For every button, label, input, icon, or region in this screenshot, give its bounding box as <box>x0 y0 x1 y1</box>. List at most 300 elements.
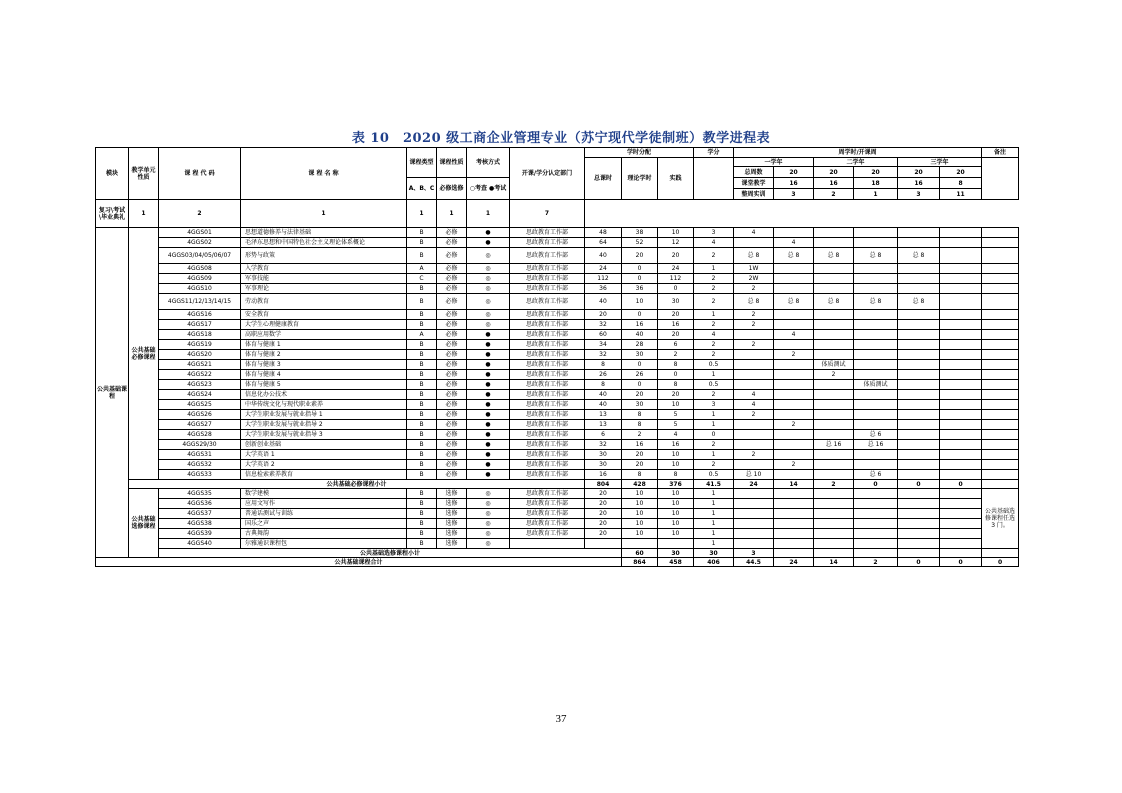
total-sem-2: 14 <box>814 558 854 567</box>
course-code: 4GGS01 <box>159 228 241 238</box>
header-practice-hours: 实践 <box>658 158 694 200</box>
course-type: B <box>407 470 437 480</box>
header-review-5: 1 <box>467 200 510 228</box>
header-practical-2: 1 <box>854 189 898 200</box>
semester-6-hours <box>940 380 982 390</box>
semester-1-hours: 总 10 <box>734 470 774 480</box>
credits: 1 <box>694 450 734 460</box>
theory-hours: 10 <box>622 529 658 539</box>
semester-2-hours <box>774 360 814 370</box>
credits: 2 <box>694 340 734 350</box>
table-row <box>96 340 1019 350</box>
semester-2-hours <box>774 430 814 440</box>
semester-6-hours <box>940 440 982 450</box>
department: 思政教育工作部 <box>510 509 585 519</box>
subtotal-label: 公共基础必修课程小计 <box>129 480 585 489</box>
total-hours: 60 <box>585 330 622 340</box>
course-nature: 必修 <box>437 360 467 370</box>
theory-hours: 20 <box>622 460 658 470</box>
total-hours: 8 <box>585 380 622 390</box>
semester-1-hours <box>734 509 774 519</box>
semester-5-hours <box>898 380 940 390</box>
practice-hours: 10 <box>658 400 694 410</box>
total-hours: 8 <box>585 360 622 370</box>
theory-hours: 40 <box>622 330 658 340</box>
course-type: B <box>407 228 437 238</box>
department: 思政教育工作部 <box>510 370 585 380</box>
semester-2-hours <box>774 539 814 549</box>
semester-3-hours <box>814 350 854 360</box>
total-hours: 32 <box>585 440 622 450</box>
table-row <box>96 228 1019 238</box>
course-nature: 必修 <box>437 330 467 340</box>
semester-1-hours <box>734 519 774 529</box>
course-name: 信息检索素养教育 <box>241 470 407 480</box>
header-review-1: 2 <box>159 200 241 228</box>
semester-5-hours: 总 8 <box>898 294 940 310</box>
total-hours: 64 <box>585 238 622 248</box>
theory-hours: 10 <box>622 509 658 519</box>
theory-hours: 52 <box>622 238 658 248</box>
header-total-hours: 总课时 <box>585 158 622 200</box>
semester-6-hours <box>940 310 982 320</box>
remarks <box>982 360 1019 370</box>
course-nature: 必修 <box>437 370 467 380</box>
course-type: B <box>407 320 437 330</box>
total-theory: 458 <box>658 558 694 567</box>
course-type: B <box>407 539 437 549</box>
course-code: 4GGS22 <box>159 370 241 380</box>
semester-2-hours: 2 <box>774 350 814 360</box>
semester-1-hours: 2 <box>734 450 774 460</box>
semester-3-hours <box>814 519 854 529</box>
course-name: 大学生职业发展与就业指导 2 <box>241 420 407 430</box>
semester-3-hours <box>814 264 854 274</box>
total-hours: 34 <box>585 340 622 350</box>
theory-hours: 20 <box>622 390 658 400</box>
total-practice: 406 <box>694 558 734 567</box>
table-row <box>96 330 1019 340</box>
header-type-abc: A、B、C <box>407 178 437 200</box>
semester-6-hours <box>940 340 982 350</box>
semester-4-hours: 总 16 <box>854 440 898 450</box>
semester-5-hours <box>898 519 940 529</box>
semester-3-hours <box>814 400 854 410</box>
course-nature: 必修 <box>437 470 467 480</box>
exam-method: ● <box>467 450 510 460</box>
table-row <box>96 248 1019 264</box>
exam-method: ◎ <box>467 274 510 284</box>
semester-3-hours <box>814 489 854 499</box>
table-row <box>96 238 1019 248</box>
semester-5-hours <box>898 340 940 350</box>
semester-4-hours: 总 8 <box>854 294 898 310</box>
practice-hours: 24 <box>658 264 694 274</box>
course-type: B <box>407 350 437 360</box>
subtotal-sem-4: 0 <box>854 480 898 489</box>
practice-hours: 5 <box>658 410 694 420</box>
semester-1-hours <box>734 539 774 549</box>
course-name: 大学英语 2 <box>241 460 407 470</box>
semester-2-hours <box>774 499 814 509</box>
course-name: 普通话测试与训练 <box>241 509 407 519</box>
course-name: 信息化办公技术 <box>241 390 407 400</box>
exam-method: ● <box>467 380 510 390</box>
department: 思政教育工作部 <box>510 228 585 238</box>
remarks <box>982 238 1019 248</box>
department: 思政教育工作部 <box>510 460 585 470</box>
semester-6-hours <box>940 238 982 248</box>
department: 思政教育工作部 <box>510 420 585 430</box>
practice-hours: 12 <box>658 238 694 248</box>
semester-5-hours <box>898 274 940 284</box>
semester-3-hours <box>814 284 854 294</box>
theory-hours: 16 <box>622 440 658 450</box>
exam-method: ◎ <box>467 310 510 320</box>
page-title: 表 10 2020 级工商企业管理专业（苏宁现代学徒制班）教学进程表 <box>351 131 771 146</box>
semester-5-hours <box>898 400 940 410</box>
course-code: 4GGS21 <box>159 360 241 370</box>
department: 思政教育工作部 <box>510 489 585 499</box>
semester-1-hours <box>734 380 774 390</box>
total-sem-6: 0 <box>982 558 1019 567</box>
semester-2-hours <box>774 370 814 380</box>
theory-hours: 10 <box>622 489 658 499</box>
remarks <box>982 274 1019 284</box>
semester-4-hours <box>854 310 898 320</box>
practice-hours <box>658 539 694 549</box>
credits: 2 <box>694 320 734 330</box>
semester-6-hours <box>940 460 982 470</box>
course-type: B <box>407 489 437 499</box>
course-name: 军事理论 <box>241 284 407 294</box>
course-nature: 必修 <box>437 310 467 320</box>
remarks <box>982 320 1019 330</box>
course-code: 4GGS26 <box>159 410 241 420</box>
semester-6-hours <box>940 489 982 499</box>
exam-method: ◎ <box>467 264 510 274</box>
total-hours: 40 <box>585 294 622 310</box>
credits: 1 <box>694 509 734 519</box>
course-name: 体育与健康 1 <box>241 340 407 350</box>
semester-6-hours <box>940 470 982 480</box>
remarks <box>982 450 1019 460</box>
semester-5-hours <box>898 320 940 330</box>
table-row <box>96 380 1019 390</box>
course-nature: 必修 <box>437 430 467 440</box>
semester-1-hours: 2W <box>734 274 774 284</box>
semester-1-hours <box>734 489 774 499</box>
semester-1-hours <box>734 440 774 450</box>
semester-5-hours <box>898 450 940 460</box>
course-nature: 选修 <box>437 489 467 499</box>
course-name: 体育与健康 3 <box>241 360 407 370</box>
semester-4-hours <box>854 330 898 340</box>
course-type: A <box>407 264 437 274</box>
department: 思政教育工作部 <box>510 390 585 400</box>
semester-3-hours: 总 8 <box>814 294 854 310</box>
course-nature: 必修 <box>437 248 467 264</box>
course-nature: 选修 <box>437 519 467 529</box>
semester-3-hours <box>814 460 854 470</box>
total-hours: 20 <box>585 529 622 539</box>
remarks <box>982 470 1019 480</box>
remarks <box>982 420 1019 430</box>
total-sem-1: 24 <box>774 558 814 567</box>
practice-hours: 8 <box>658 380 694 390</box>
semester-2-hours <box>774 264 814 274</box>
semester-5-hours <box>898 539 940 549</box>
semester-4-hours <box>854 360 898 370</box>
semester-4-hours <box>854 274 898 284</box>
subtotal-sem-4 <box>898 549 940 558</box>
semester-1-hours: 总 8 <box>734 248 774 264</box>
semester-5-hours <box>898 489 940 499</box>
header-practical-label: 整周实训 <box>734 189 774 200</box>
course-type: B <box>407 294 437 310</box>
table-row <box>96 320 1019 330</box>
subtotal-row <box>96 480 1019 489</box>
credits: 0 <box>694 430 734 440</box>
subtotal-sem-6 <box>982 549 1019 558</box>
course-name: 劳动教育 <box>241 294 407 310</box>
credits: 0.5 <box>694 470 734 480</box>
semester-3-hours <box>814 380 854 390</box>
department: 思政教育工作部 <box>510 440 585 450</box>
theory-hours: 0 <box>622 310 658 320</box>
course-name: 毛泽东思想和中国特色社会主义理论体系概论 <box>241 238 407 248</box>
course-code: 4GGS16 <box>159 310 241 320</box>
semester-6-hours <box>940 430 982 440</box>
practice-hours: 20 <box>658 310 694 320</box>
semester-5-hours <box>898 350 940 360</box>
credits: 0.5 <box>694 380 734 390</box>
semester-1-hours: 2 <box>734 410 774 420</box>
total-sem-3: 2 <box>854 558 898 567</box>
header-review-label: 复习\考试\毕业典礼 <box>96 200 129 228</box>
course-code: 4GGS24 <box>159 390 241 400</box>
course-type: B <box>407 310 437 320</box>
table-row <box>96 430 1019 440</box>
semester-1-hours <box>734 529 774 539</box>
total-hours: 30 <box>585 450 622 460</box>
semester-4-hours <box>854 320 898 330</box>
exam-method: ● <box>467 440 510 450</box>
department: 思政教育工作部 <box>510 294 585 310</box>
credits: 3 <box>694 400 734 410</box>
subtotal-sem-1 <box>774 549 814 558</box>
department: 思政教育工作部 <box>510 274 585 284</box>
semester-5-hours <box>898 509 940 519</box>
theory-hours: 16 <box>622 320 658 330</box>
course-code: 4GGS17 <box>159 320 241 330</box>
theory-hours: 0 <box>622 274 658 284</box>
header-total-weeks-label: 总周数 <box>734 167 774 178</box>
theory-hours: 30 <box>622 400 658 410</box>
semester-2-hours <box>774 380 814 390</box>
semester-5-hours <box>898 264 940 274</box>
header-course-code: 课 程 代 码 <box>159 148 241 200</box>
course-type: B <box>407 430 437 440</box>
course-type: A <box>407 330 437 340</box>
course-nature: 选修 <box>437 499 467 509</box>
semester-2-hours <box>774 340 814 350</box>
semester-4-hours <box>854 228 898 238</box>
header-unit-nature: 教学单元性质 <box>129 148 159 200</box>
semester-6-hours <box>940 248 982 264</box>
practice-hours: 16 <box>658 440 694 450</box>
practice-hours: 30 <box>658 294 694 310</box>
semester-1-hours: 2 <box>734 320 774 330</box>
subtotal-sem-1: 24 <box>734 480 774 489</box>
exam-method: ● <box>467 228 510 238</box>
subtotal-sem-3: 2 <box>814 480 854 489</box>
remarks <box>982 390 1019 400</box>
theory-hours <box>622 539 658 549</box>
exam-method: ● <box>467 238 510 248</box>
theory-hours: 26 <box>622 370 658 380</box>
course-type: B <box>407 370 437 380</box>
total-hours: 20 <box>585 310 622 320</box>
total-label: 公共基础课程合计 <box>96 558 622 567</box>
course-code: 4GGS28 <box>159 430 241 440</box>
semester-1-hours <box>734 350 774 360</box>
semester-2-hours <box>774 390 814 400</box>
semester-2-hours <box>774 519 814 529</box>
course-code: 4GGS18 <box>159 330 241 340</box>
department: 思政教育工作部 <box>510 284 585 294</box>
semester-6-hours <box>940 450 982 460</box>
practice-hours: 10 <box>658 228 694 238</box>
course-nature: 必修 <box>437 294 467 310</box>
department: 思政教育工作部 <box>510 499 585 509</box>
semester-6-hours <box>940 284 982 294</box>
semester-2-hours: 4 <box>774 330 814 340</box>
theory-hours: 38 <box>622 228 658 238</box>
semester-3-hours <box>814 238 854 248</box>
department: 思政教育工作部 <box>510 320 585 330</box>
semester-2-hours <box>774 440 814 450</box>
credits: 1 <box>694 519 734 529</box>
semester-4-hours <box>854 539 898 549</box>
total-hours: 32 <box>585 320 622 330</box>
header-total-weeks-0: 20 <box>774 167 814 178</box>
semester-4-hours <box>854 489 898 499</box>
subtotal-theory: 30 <box>658 549 694 558</box>
department: 思政教育工作部 <box>510 519 585 529</box>
remarks <box>982 340 1019 350</box>
semester-4-hours <box>854 460 898 470</box>
semester-4-hours <box>854 400 898 410</box>
total-hours: 48 <box>585 228 622 238</box>
course-code: 4GGS32 <box>159 460 241 470</box>
course-name: 军事技能 <box>241 274 407 284</box>
semester-4-hours <box>854 529 898 539</box>
table-row <box>96 450 1019 460</box>
practice-hours: 4 <box>658 430 694 440</box>
semester-6-hours <box>940 519 982 529</box>
total-hours: 13 <box>585 420 622 430</box>
course-type: B <box>407 380 437 390</box>
course-nature: 必修 <box>437 284 467 294</box>
practice-hours: 20 <box>658 390 694 400</box>
semester-6-hours <box>940 539 982 549</box>
course-code: 4GGS19 <box>159 340 241 350</box>
practice-hours: 6 <box>658 340 694 350</box>
semester-2-hours <box>774 509 814 519</box>
credits: 1 <box>694 410 734 420</box>
table-row <box>96 294 1019 310</box>
practice-hours: 10 <box>658 529 694 539</box>
total-hours: 24 <box>585 264 622 274</box>
semester-3-hours: 总 8 <box>814 248 854 264</box>
semester-4-hours <box>854 509 898 519</box>
header-class-teaching-4: 8 <box>940 178 982 189</box>
course-name: 应用文写作 <box>241 499 407 509</box>
semester-5-hours <box>898 529 940 539</box>
semester-5-hours <box>898 370 940 380</box>
semester-2-hours <box>774 228 814 238</box>
remarks <box>982 370 1019 380</box>
course-type: B <box>407 248 437 264</box>
total-hours <box>585 539 622 549</box>
course-nature: 必修 <box>437 440 467 450</box>
header-practical-3: 3 <box>898 189 940 200</box>
exam-method: ● <box>467 360 510 370</box>
semester-2-hours <box>774 470 814 480</box>
exam-method: ● <box>467 400 510 410</box>
course-code: 4GGS40 <box>159 539 241 549</box>
semester-3-hours <box>814 340 854 350</box>
semester-5-hours <box>898 360 940 370</box>
header-year3: 三学年 <box>898 158 982 167</box>
semester-1-hours: 2 <box>734 340 774 350</box>
table-row <box>96 274 1019 284</box>
remarks <box>982 228 1019 238</box>
total-total: 864 <box>622 558 658 567</box>
exam-method: ● <box>467 330 510 340</box>
module-label: 公共基础课程 <box>96 228 129 558</box>
department: 思政教育工作部 <box>510 264 585 274</box>
semester-1-hours <box>734 370 774 380</box>
practice-hours: 20 <box>658 330 694 340</box>
semester-3-hours <box>814 529 854 539</box>
department: 思政教育工作部 <box>510 350 585 360</box>
credits: 2 <box>694 460 734 470</box>
course-nature: 必修 <box>437 460 467 470</box>
course-name: 体育与健康 2 <box>241 350 407 360</box>
credits: 2 <box>694 294 734 310</box>
exam-method: ● <box>467 350 510 360</box>
course-code: 4GGS02 <box>159 238 241 248</box>
header-review-0: 1 <box>129 200 159 228</box>
course-name: 古典舞韵 <box>241 529 407 539</box>
course-name: 思想道德修养与法律基础 <box>241 228 407 238</box>
exam-method: ● <box>467 410 510 420</box>
semester-4-hours <box>854 350 898 360</box>
total-credit: 44.5 <box>734 558 774 567</box>
semester-6-hours <box>940 420 982 430</box>
course-name: 尔雅通识课程包 <box>241 539 407 549</box>
semester-2-hours: 2 <box>774 460 814 470</box>
course-type: C <box>407 274 437 284</box>
header-class-teaching-0: 16 <box>774 178 814 189</box>
total-sem-4: 0 <box>898 558 940 567</box>
course-name: 高职应用数学 <box>241 330 407 340</box>
header-practical-4: 11 <box>940 189 982 200</box>
course-code: 4GGS29/30 <box>159 440 241 450</box>
semester-3-hours <box>814 390 854 400</box>
